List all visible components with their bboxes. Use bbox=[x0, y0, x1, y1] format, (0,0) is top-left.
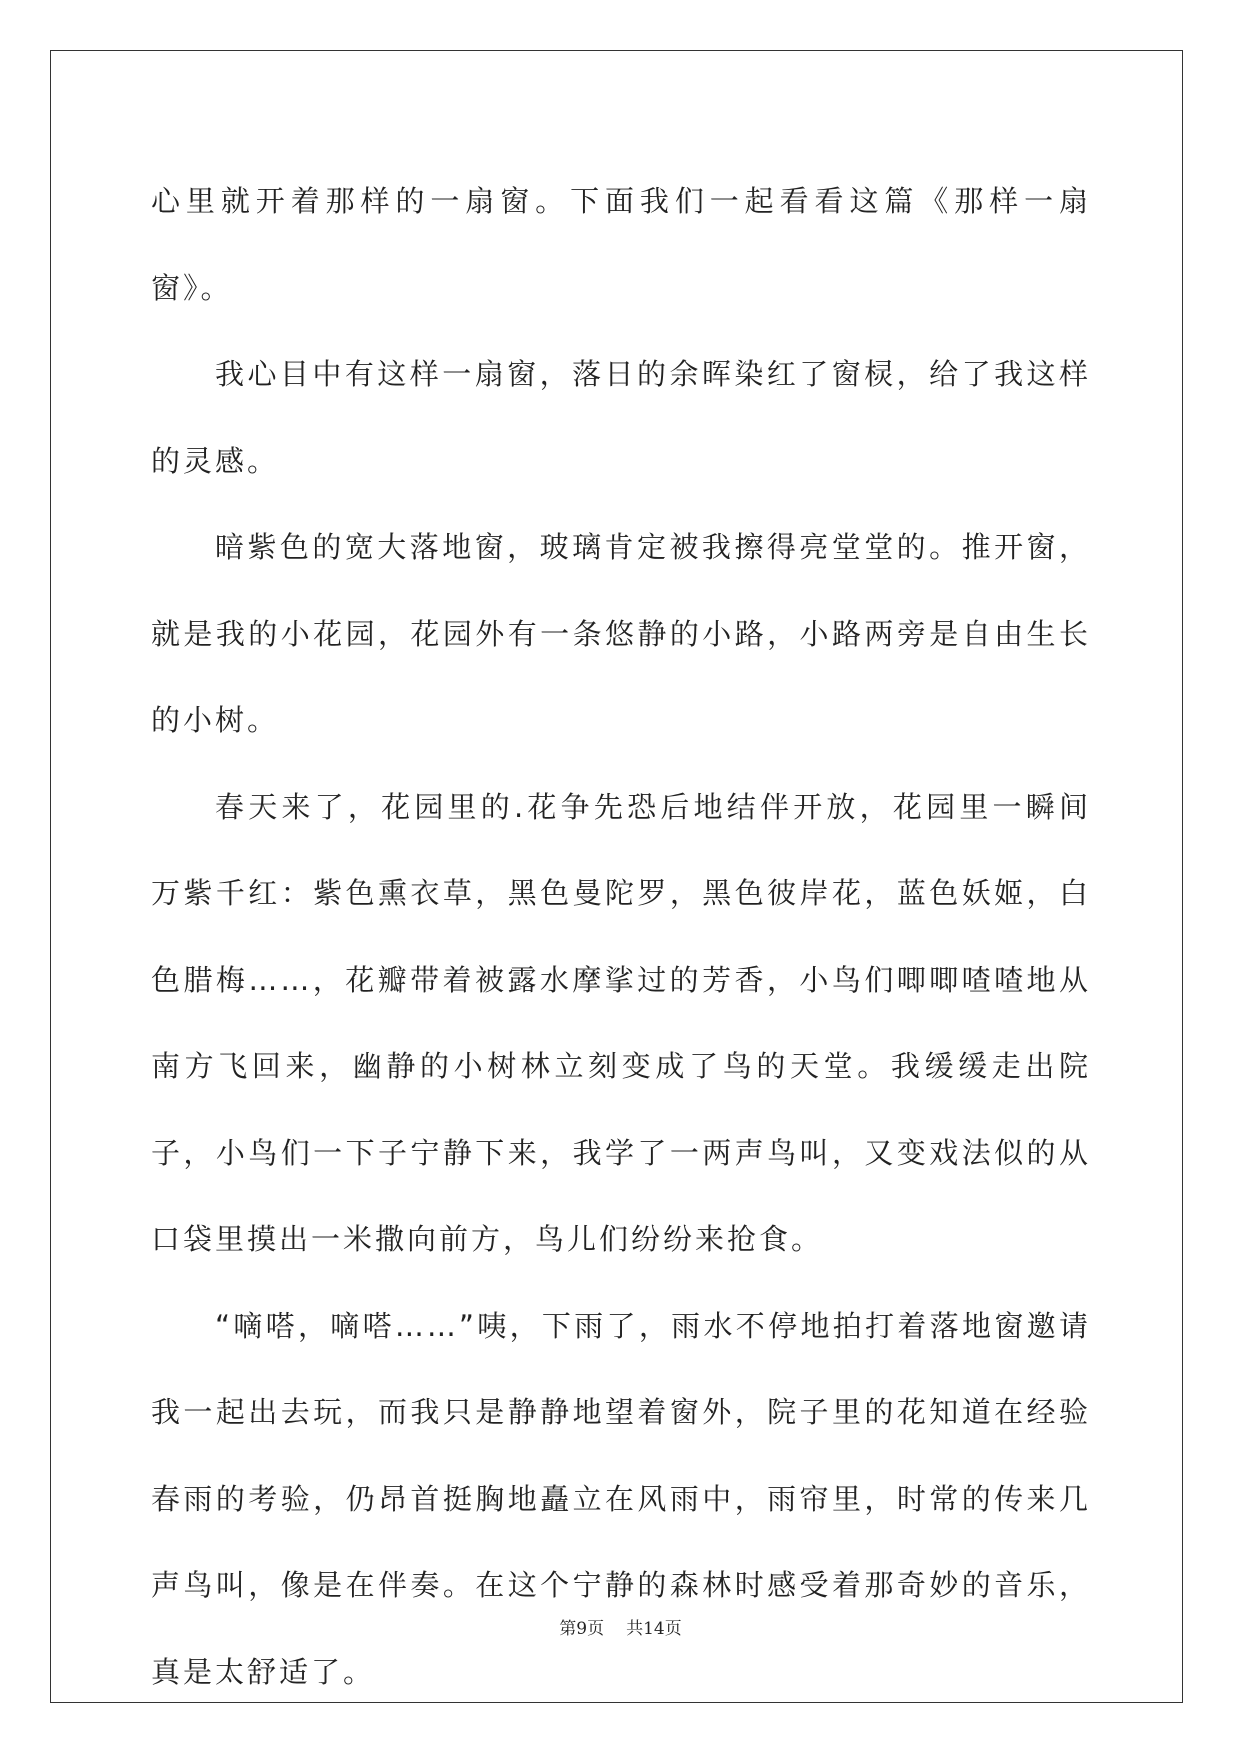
page-footer bbox=[0, 1617, 1241, 1641]
paragraph: 春天来了，花园里的.花争先恐后地结伴开放，花园里一瞬间万紫千红：紫色熏衣草，黑色曼陀罗，黑色彼岸花，蓝色妖姬，白色腊梅……，花瓣带着被露水摩挲过的芳香，小鸟们唧唧喳喳地从南方飞回来，幽静的小树林立刻变成了鸟的天堂。我缓缓走出院子，小鸟们一下子宁静下来，我学了一两声鸟叫，又变戏法似的从口袋里摸出一米撒向前方，鸟儿们纷纷来抢食。 bbox=[151, 789, 1091, 1256]
page-number: 第9页 bbox=[559, 1619, 605, 1639]
document-body bbox=[151, 158, 1091, 1715]
paragraph: 心里就开着那样的一扇窗。下面我们一起看看这篇《那样一扇窗》。 bbox=[151, 184, 1091, 305]
paragraph: 暗紫色的宽大落地窗，玻璃肯定被我擦得亮堂堂的。推开窗，就是我的小花园，花园外有一条悠静的小路，小路两旁是自由生长的小树。 bbox=[151, 530, 1091, 737]
paragraph: “嘀嗒，嘀嗒……”咦，下雨了，雨水不停地拍打着落地窗邀请我一起出去玩，而我只是静静地望着窗外，院子里的花知道在经验春雨的考验，仍昂首挺胸地矗立在风雨中，雨帘里，时常的传来几声鸟叫，像是在伴奏。在这个宁静的森林时感受着那奇妙的音乐，真是太舒适了。 bbox=[151, 1308, 1091, 1689]
paragraph: 我心目中有这样一扇窗，落日的余晖染红了窗棂，给了我这样的灵感。 bbox=[151, 357, 1091, 478]
page-total: 共14页 bbox=[626, 1619, 682, 1639]
